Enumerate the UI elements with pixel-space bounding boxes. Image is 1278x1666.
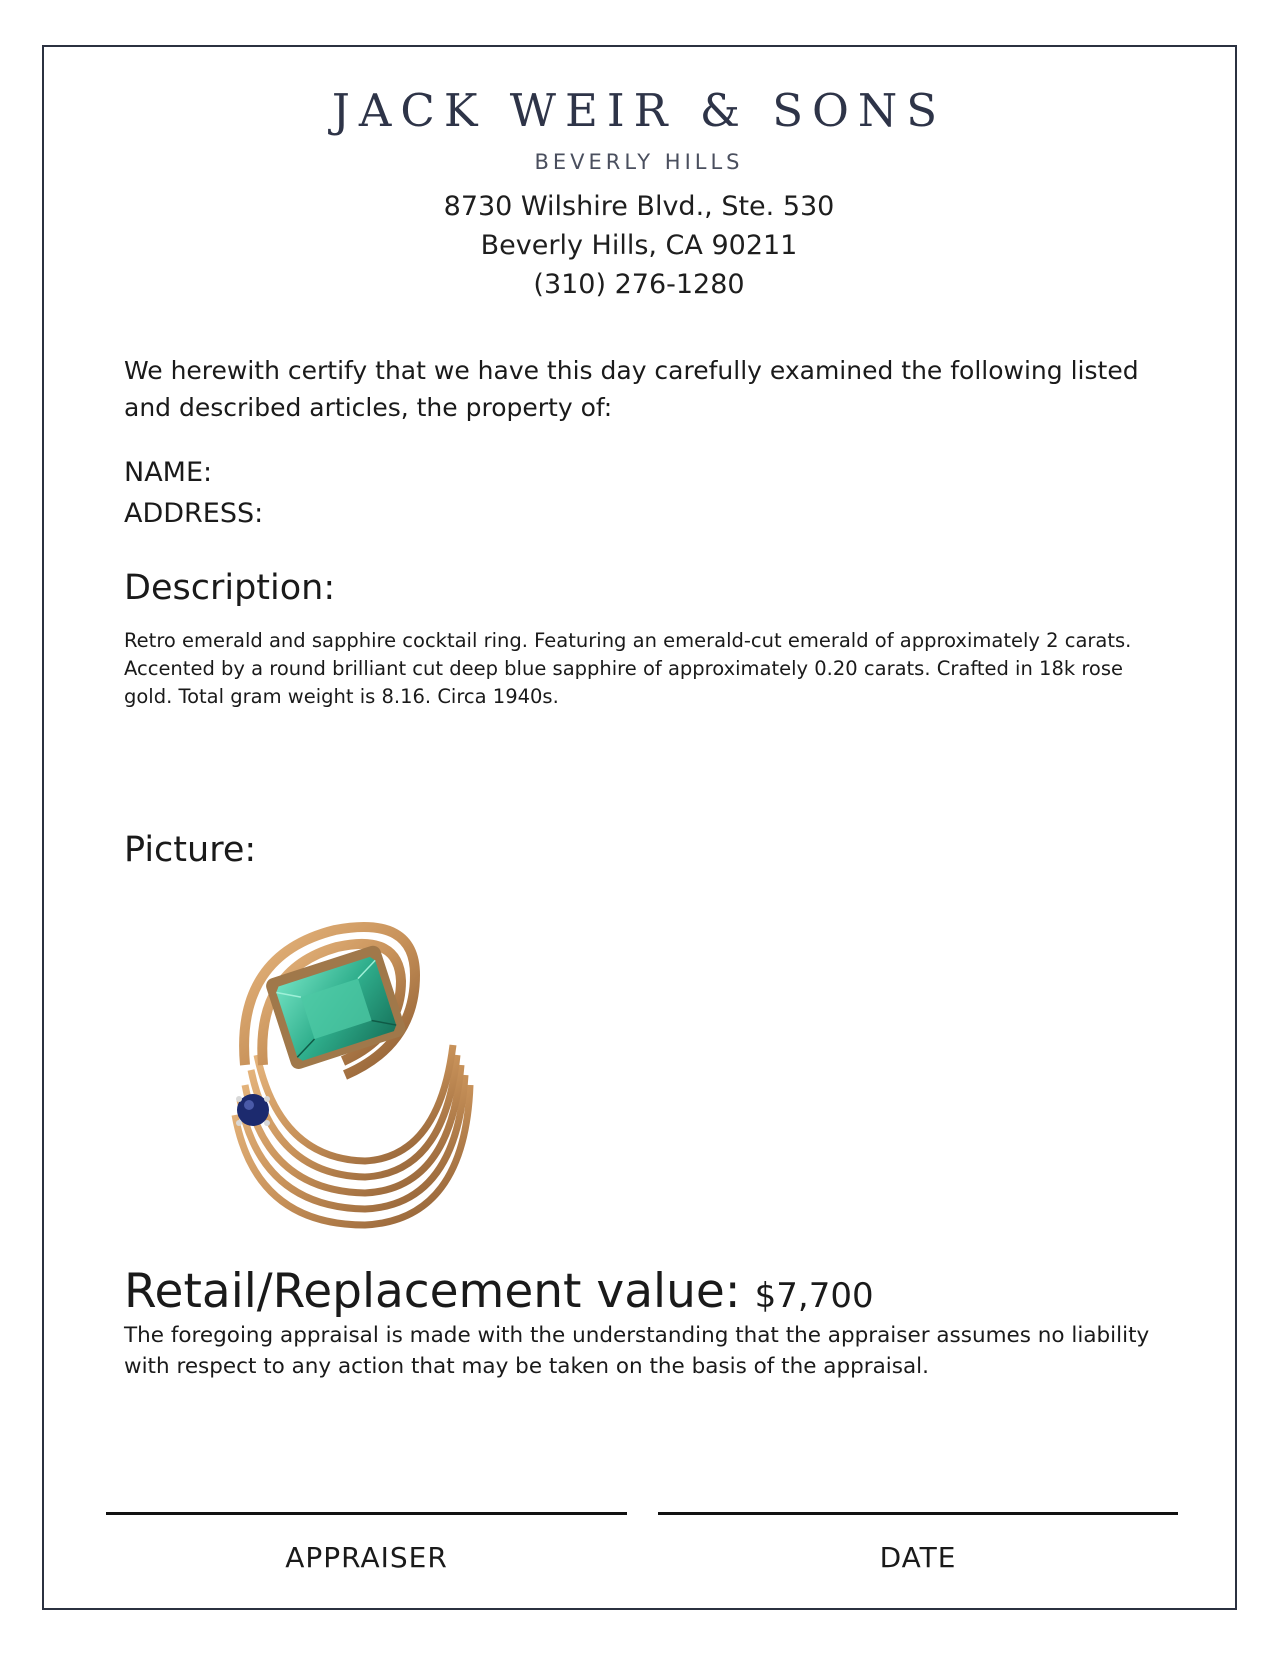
name-label: NAME: — [124, 457, 213, 488]
date-signature-line — [658, 1512, 1178, 1515]
description-text: Retro emerald and sapphire cocktail ring. Featuring an emerald-cut emerald of approximately 2 carats. Accented by a round brilliant cut deep blue sapphire of approximately 0.20 carats. Crafted in 18k rose gold. Total gram weight is 8.16. Circa 1940s. — [124, 629, 1132, 708]
ring-image — [215, 915, 515, 1235]
address-label: ADDRESS: — [124, 498, 264, 529]
value-label: Retail/Replacement value: — [124, 1264, 741, 1319]
appraiser-label: APPRAISER — [285, 1541, 448, 1574]
brand-location: BEVERLY HILLS — [534, 150, 744, 174]
description-heading: Description: — [124, 568, 336, 608]
picture-heading: Picture: — [124, 830, 257, 870]
value-amount: $7,700 — [754, 1276, 874, 1316]
address-line-2: Beverly Hills, CA 90211 — [480, 230, 798, 261]
certification-text: We herewith certify that we have this day carefully examined the following listed and described articles, the property of: — [124, 356, 1139, 422]
phone-number: (310) 276-1280 — [533, 269, 745, 300]
address-line-1: 8730 Wilshire Blvd., Ste. 530 — [443, 191, 835, 222]
appraiser-signature-line — [106, 1512, 627, 1515]
value-row — [124, 1264, 1174, 1319]
date-label: DATE — [879, 1541, 957, 1574]
brand-name: JACK WEIR & SONS — [331, 84, 947, 137]
disclaimer-text: The foregoing appraisal is made with the understanding that the appraiser assumes no liability with respect to any action that may be taken on the basis of the appraisal. — [124, 1323, 1150, 1379]
